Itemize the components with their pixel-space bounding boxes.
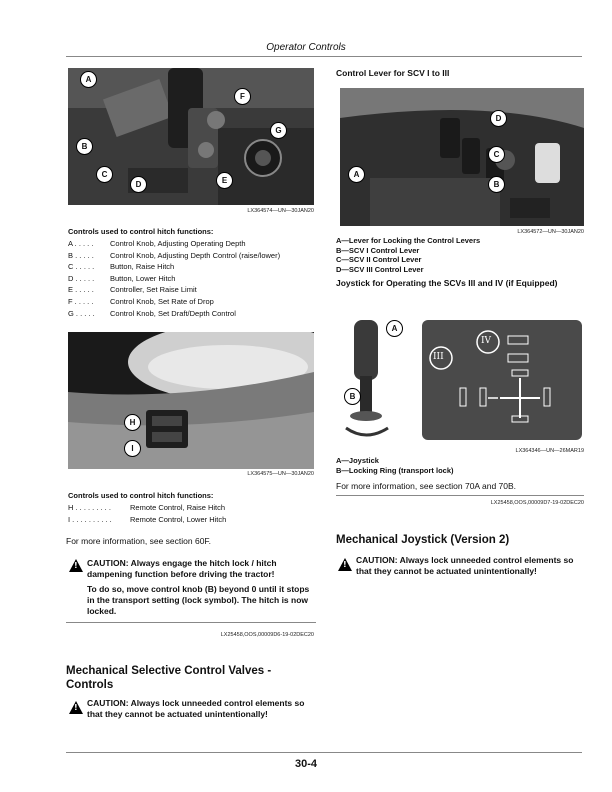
list-item: E . . . . . Controller, Set Raise Limit: [68, 285, 197, 295]
list-item: B . . . . . Control Knob, Adjusting Depth Control (raise/lower): [68, 250, 281, 260]
callout-e: E: [216, 172, 233, 189]
list1-title: Controls used to control hitch functions:: [68, 227, 214, 236]
ref-code-2: LX25458,OOS,00009D7-19-02DEC20: [490, 500, 584, 506]
caution-hitch-lock: CAUTION: Always engage the hitch lock / hitch dampening function before driving the tractor!: [87, 558, 277, 579]
legend-item: D—SCV III Control Lever: [336, 264, 424, 274]
callout-f: F: [234, 88, 251, 105]
callout-c: C: [488, 146, 505, 163]
caution-hitch-lock-detail: To do so, move control knob (B) beyond 0 until it stops in the transport setting (lock symbol). The hitch is now locked.: [87, 584, 310, 616]
callout-i: I: [124, 440, 141, 457]
list1: [68, 238, 318, 319]
list2-title: Controls used to control hitch functions:: [68, 491, 214, 500]
callout-a: A: [386, 320, 403, 337]
legend-item: B—Locking Ring (transport lock): [336, 465, 454, 475]
list-item: D . . . . . Button, Lower Hitch: [68, 273, 176, 283]
callout-c: C: [96, 166, 113, 183]
more-info-left: For more information, see section 60F.: [66, 536, 212, 546]
photo3-caption: LX364572—UN—30JAN20: [517, 229, 584, 235]
section-rule: [336, 495, 584, 496]
remote-control-photo: [68, 332, 314, 469]
legend-joystick: [336, 456, 586, 475]
list-item: H . . . . . . . . . Remote Control, Raise Hitch: [68, 503, 226, 512]
footer-rule: [66, 752, 582, 753]
legend-item: B—SCV I Control Lever: [336, 245, 420, 255]
caution-scv: CAUTION: Always lock unneeded control elements so that they cannot be actuated unintentionally!: [87, 698, 305, 719]
list-item: F . . . . . Control Knob, Set Rate of Drop: [68, 296, 214, 306]
decal-label-iii: III: [433, 352, 444, 362]
legend-item: C—SCV II Control Lever: [336, 255, 422, 264]
ref-code-1: LX25458,OOS,00009D6-19-02DEC20: [220, 632, 314, 638]
callout-b: B: [76, 138, 93, 155]
callout-g: G: [270, 122, 287, 139]
list2: [68, 502, 318, 525]
warning-icon: [338, 558, 352, 571]
legend-item: A—Joystick: [336, 456, 379, 465]
callout-b: B: [344, 388, 361, 405]
list-item: C . . . . . Button, Raise Hitch: [68, 262, 175, 272]
callout-d: D: [490, 110, 507, 127]
header-rule: [66, 56, 582, 57]
page-number: 30-4: [294, 758, 318, 770]
scv-levers-photo: [340, 88, 584, 226]
callout-h: H: [124, 414, 141, 431]
list-item: I . . . . . . . . . . Remote Control, Lower Hitch: [68, 514, 227, 524]
section-rule: [66, 622, 316, 623]
legend-scv: [336, 236, 586, 274]
section-title-joystick-v2: Mechanical Joystick (Version 2): [336, 534, 510, 546]
hitch-controls-photo: [68, 68, 314, 205]
legend-item: A—Lever for Locking the Control Levers: [336, 236, 481, 245]
caution-joystick: CAUTION: Always lock unneeded control elements so that they cannot be actuated unintentionally!: [356, 555, 574, 576]
callout-b: B: [488, 176, 505, 193]
photo4-caption: LX364346—UN—26MAR19: [515, 448, 584, 454]
callout-a: A: [80, 71, 97, 88]
warning-icon: [69, 701, 83, 714]
running-header: Operator Controls: [266, 42, 346, 53]
joystick-illustration: [340, 316, 584, 444]
photo1-caption: LX364574—UN—30JAN20: [247, 208, 314, 214]
section-title-scv: Mechanical Selective Control Valves - Controls: [66, 665, 272, 691]
callout-d: D: [130, 176, 147, 193]
title-joystick: Joystick for Operating the SCVs III and IV (if Equipped): [336, 278, 558, 288]
photo2-caption: LX364575—UN—30JAN20: [247, 471, 314, 477]
decal-label-iv: IV: [481, 336, 492, 346]
list-item: G . . . . . Control Knob, Set Draft/Depth Control: [68, 308, 236, 318]
warning-icon: [69, 559, 83, 572]
callout-a: A: [348, 166, 365, 183]
title-scv-levers: Control Lever for SCV I to III: [336, 68, 450, 78]
more-info-right: For more information, see section 70A and 70B.: [336, 481, 517, 491]
list-item: A . . . . . Control Knob, Adjusting Operating Depth: [68, 239, 246, 248]
